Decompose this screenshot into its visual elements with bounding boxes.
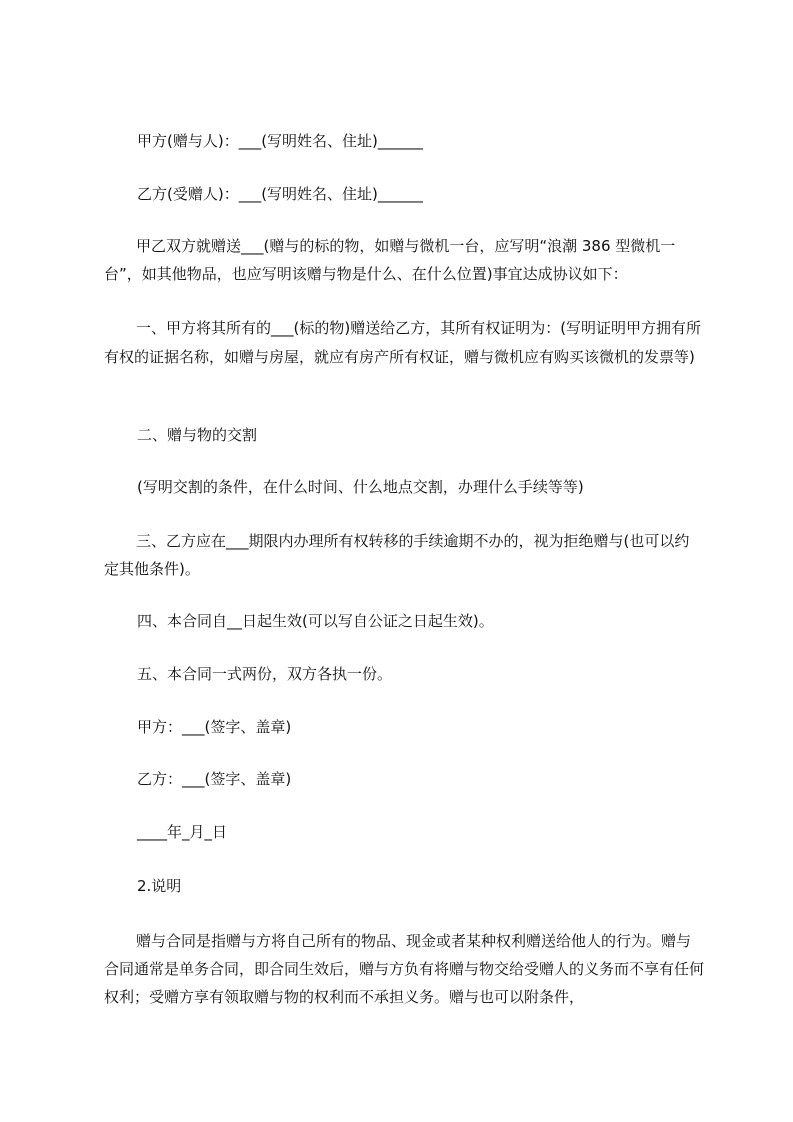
clause-four: 四、本合同自__日起生效(可以写自公证之日起生效)。 [137,612,494,630]
party-a-line: 甲方(赠与人)：___(写明姓名、住址)______ [137,132,423,150]
clause-two-note: (写明交割的条件，在什么时间、什么地点交割，办理什么手续等等) [137,478,584,496]
date-line: ____年_月_日 [137,823,228,841]
intro-paragraph: 甲乙双方就赠送___(赠与的标的物，如赠与微机一台，应写明“浪潮 386 型微机一台”，如其他物品，也应写明该赠与物是什么、在什么位置)事宜达成协议如下： [104,237,676,283]
explanation-paragraph: 赠与合同是指赠与方将自己所有的物品、现金或者某种权利赠送给他人的行为。赠与合同通常是单务合同，即合同生效后，赠与方负有将赠与物交给受赠人的义务而不享有任何权利；受赠方享有领取赠与物的权利而不承担义务。赠与也可以附条件， [104,932,705,1006]
clause-three: 三、乙方应在___期限内办理所有权转移的手续逾期不办的，视为拒绝赠与(也可以约定其他条件)。 [104,532,690,578]
clause-five: 五、本合同一式两份，双方各执一份。 [137,665,393,683]
party-b-line: 乙方(受赠人)：___(写明姓名、住址)______ [137,185,423,203]
party-b-signature: 乙方：___(签字、盖章) [137,770,292,788]
section-heading: 2.说明 [137,877,182,895]
party-a-signature: 甲方：___(签字、盖章) [137,718,292,736]
clause-two-heading: 二、赠与物的交割 [137,426,258,444]
clause-one: 一、甲方将其所有的___(标的物)赠送给乙方，其所有权证明为：(写明证明甲方拥有所有权的证据名称，如赠与房屋，就应有房产所有权证，赠与微机应有购买该微机的发票等) [104,319,702,366]
